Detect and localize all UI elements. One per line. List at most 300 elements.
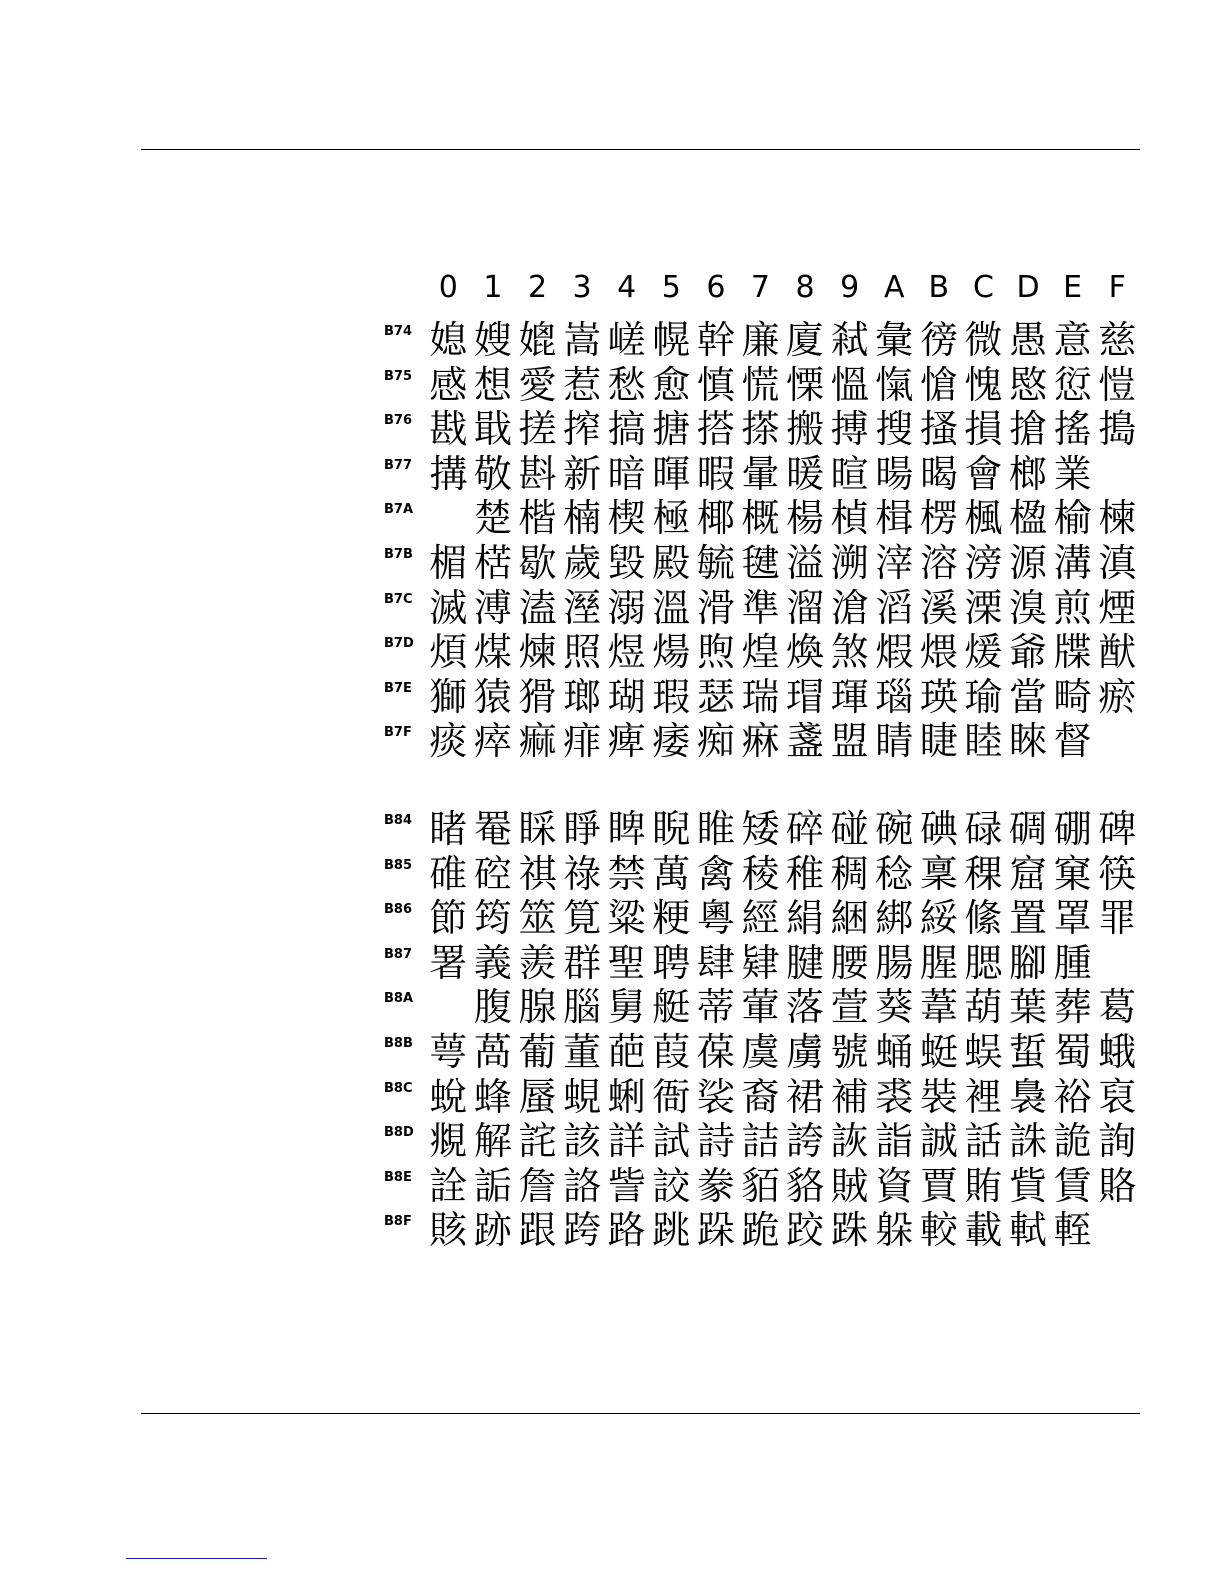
char-cell: 愈	[652, 362, 691, 407]
char-cell: 痳	[741, 719, 780, 764]
row-cells	[426, 985, 1140, 1030]
row-code: B85	[384, 857, 412, 873]
char-cell: 綁	[875, 896, 914, 941]
char-cell: 虞	[741, 1029, 780, 1074]
char-cell: 毀	[607, 540, 646, 585]
char-cell: 會	[964, 451, 1003, 496]
char-cell: 祺	[518, 851, 557, 896]
char-cell: 葬	[1053, 985, 1092, 1030]
char-cell: 暄	[830, 451, 869, 496]
char-cell: 該	[563, 1119, 602, 1164]
char-cell	[426, 496, 471, 541]
row-code: B87	[384, 946, 412, 962]
char-cell: 誅	[1009, 1119, 1048, 1164]
char-cell: 殿	[652, 540, 691, 585]
char-cell: 賈	[919, 1163, 958, 1208]
char-cell: 罨	[473, 807, 512, 851]
char-cell: 聘	[652, 940, 691, 985]
char-cell: 滓	[875, 540, 914, 585]
char-cell: 煉	[518, 630, 557, 675]
char-cell: 搬	[786, 407, 825, 452]
char-cell: 詨	[652, 1163, 691, 1208]
char-cell: 話	[964, 1119, 1003, 1164]
char-cell: 猷	[1098, 630, 1137, 675]
char-cell: 腳	[1009, 940, 1048, 985]
char-cell: 痿	[652, 719, 691, 764]
char-cell: 腫	[1053, 940, 1092, 985]
char-cell: 想	[473, 362, 512, 407]
char-cell: 裟	[696, 1074, 735, 1119]
char-cell: 慄	[786, 362, 825, 407]
char-cell: 溘	[518, 585, 557, 630]
char-cell: 慍	[830, 362, 869, 407]
char-cell: 斟	[518, 451, 557, 496]
char-cell: 葉	[1009, 985, 1048, 1030]
char-cell: 幌	[652, 318, 691, 362]
char-cell: 萵	[473, 1029, 512, 1074]
column-label: F	[1108, 270, 1126, 305]
column-label: 4	[617, 270, 637, 305]
row-cells	[426, 896, 1140, 941]
char-cell: 葷	[741, 985, 780, 1030]
char-cell: 戡	[429, 407, 468, 452]
char-cell: 腱	[786, 940, 825, 985]
char-cell: 溺	[607, 585, 646, 630]
char-cell: 肄	[741, 940, 780, 985]
char-cell: 跪	[741, 1208, 780, 1253]
char-cell: 溝	[1053, 540, 1092, 585]
char-cell: 蜃	[518, 1074, 557, 1119]
char-cell: 衙	[652, 1074, 691, 1119]
char-cell: 嵯	[607, 318, 646, 362]
char-cell: 煩	[429, 630, 468, 675]
char-cell: 楞	[919, 496, 958, 541]
char-cell: 窠	[1053, 851, 1092, 896]
char-cell: 搽	[741, 407, 780, 452]
char-cell: 愁	[607, 362, 646, 407]
char-cell: 葵	[875, 985, 914, 1030]
row-cells	[426, 807, 1140, 852]
char-cell: 徬	[919, 318, 958, 362]
char-cell: 搞	[607, 407, 646, 452]
char-cell: 裝	[919, 1074, 958, 1119]
char-cell: 筮	[518, 896, 557, 941]
column-label: 8	[795, 270, 815, 305]
char-cell: 葡	[518, 1029, 557, 1074]
char-cell: 愴	[919, 362, 958, 407]
char-cell: 瘀	[1098, 674, 1137, 719]
char-cell: 煥	[786, 630, 825, 675]
char-cell: 蜂	[473, 1074, 512, 1119]
char-cell: 試	[652, 1119, 691, 1164]
char-cell: 幹	[696, 318, 735, 362]
char-cell: 解	[473, 1119, 512, 1164]
row-cells	[426, 452, 1140, 497]
char-cell: 琿	[830, 674, 869, 719]
char-cell: 慈	[1098, 318, 1137, 362]
char-cell: 覜	[429, 1119, 468, 1164]
char-cell: 誇	[786, 1119, 825, 1164]
char-cell: 裊	[1009, 1074, 1048, 1119]
char-cell: 裘	[875, 1074, 914, 1119]
row-cells	[426, 1119, 1140, 1164]
char-cell: 碉	[1009, 807, 1048, 851]
char-cell: 詻	[563, 1163, 602, 1208]
row-cells	[426, 586, 1140, 631]
char-cell: 腰	[830, 940, 869, 985]
char-cell: 搏	[830, 407, 869, 452]
char-cell: 羨	[518, 940, 557, 985]
char-cell: 蛾	[1098, 1029, 1137, 1074]
char-cell: 節	[429, 896, 468, 941]
row-code: B84	[384, 813, 412, 828]
char-cell: 煖	[964, 630, 1003, 675]
char-cell: 睥	[607, 807, 646, 851]
char-cell: 弒	[830, 318, 869, 362]
char-cell: 爺	[1009, 630, 1048, 675]
char-cell: 愆	[1053, 362, 1092, 407]
char-cell: 滑	[696, 585, 735, 630]
char-cell: 煬	[652, 630, 691, 675]
char-cell: 廈	[786, 318, 825, 362]
char-cell: 詮	[429, 1163, 468, 1208]
char-cell: 煨	[919, 630, 958, 675]
char-cell: 詭	[1053, 1119, 1092, 1164]
char-cell: 睞	[1009, 719, 1048, 764]
char-cell: 落	[786, 985, 825, 1030]
char-cell: 溯	[830, 540, 869, 585]
row-cells	[426, 1208, 1140, 1253]
char-cell: 軾	[1009, 1208, 1048, 1253]
char-cell: 跟	[518, 1208, 557, 1253]
char-cell: 跡	[473, 1208, 512, 1253]
char-cell: 楚	[473, 496, 512, 541]
char-cell: 腥	[919, 940, 958, 985]
char-cell: 溪	[919, 585, 958, 630]
char-cell: 碑	[1098, 807, 1137, 851]
char-cell: 榆	[1053, 496, 1092, 541]
char-cell: 睜	[563, 807, 602, 851]
char-cell: 葆	[696, 1029, 735, 1074]
char-cell: 睬	[518, 807, 557, 851]
row-cells	[426, 318, 1140, 363]
char-cell: 葦	[919, 985, 958, 1030]
char-cell: 睫	[919, 719, 958, 764]
char-cell: 獅	[429, 674, 468, 719]
char-cell: 碗	[875, 807, 914, 851]
char-cell: 瑚	[607, 674, 646, 719]
char-cell: 葛	[1098, 985, 1137, 1030]
char-cell: 窟	[1009, 851, 1048, 896]
row-code: B8B	[384, 1035, 413, 1051]
row-cells	[426, 1075, 1140, 1120]
char-cell: 跤	[786, 1208, 825, 1253]
char-cell: 盟	[830, 719, 869, 764]
char-cell: 媳	[429, 318, 468, 362]
char-cell: 愧	[964, 362, 1003, 407]
char-cell: 蜆	[563, 1074, 602, 1119]
char-cell: 瑞	[741, 674, 780, 719]
row-code: B7D	[384, 636, 414, 652]
char-cell: 嫂	[473, 318, 512, 362]
char-cell	[426, 985, 471, 1030]
char-cell: 萱	[830, 985, 869, 1030]
column-header	[426, 268, 1140, 308]
row-cells	[426, 541, 1140, 586]
char-cell: 溜	[786, 585, 825, 630]
char-cell: 滄	[830, 585, 869, 630]
char-cell: 煙	[1098, 585, 1137, 630]
char-cell: 搆	[429, 451, 468, 496]
char-cell: 筷	[1098, 851, 1137, 896]
char-cell: 碎	[786, 807, 825, 851]
char-cell: 腮	[964, 940, 1003, 985]
row-code: B74	[384, 324, 412, 339]
char-cell: 照	[563, 630, 602, 675]
char-cell: 瘁	[473, 719, 512, 764]
char-cell: 瑟	[696, 674, 735, 719]
char-cell: 蒂	[696, 985, 735, 1030]
char-cell: 煎	[1053, 585, 1092, 630]
char-cell: 搶	[1009, 407, 1048, 452]
char-cell: 睨	[652, 807, 691, 851]
char-cell: 綑	[830, 896, 869, 941]
row-cells	[426, 719, 1140, 764]
char-cell: 暉	[652, 451, 691, 496]
char-cell: 痱	[563, 719, 602, 764]
char-cell: 暗	[607, 451, 646, 496]
char-cell: 搾	[563, 407, 602, 452]
char-cell: 蜀	[1053, 1029, 1092, 1074]
char-cell	[1095, 719, 1140, 764]
char-cell: 稔	[875, 851, 914, 896]
char-cell: 慌	[741, 362, 780, 407]
char-cell: 禽	[696, 851, 735, 896]
row-code: B7B	[384, 546, 413, 562]
char-cell: 源	[1009, 540, 1048, 585]
row-cells	[426, 675, 1140, 720]
char-cell: 裕	[1053, 1074, 1092, 1119]
char-cell: 煜	[607, 630, 646, 675]
char-cell: 畸	[1053, 674, 1092, 719]
char-cell: 詰	[741, 1119, 780, 1164]
row-cells	[426, 407, 1140, 452]
char-cell: 蛻	[429, 1074, 468, 1119]
char-cell: 跺	[696, 1208, 735, 1253]
char-cell: 蜓	[919, 1029, 958, 1074]
char-cell: 楔	[607, 496, 646, 541]
char-cell: 賊	[830, 1163, 869, 1208]
row-code: B8F	[384, 1214, 412, 1230]
char-cell: 碓	[429, 851, 468, 896]
char-cell: 溧	[964, 585, 1003, 630]
char-cell: 路	[607, 1208, 646, 1253]
char-cell: 愚	[1009, 318, 1048, 362]
char-cell: 搓	[518, 407, 557, 452]
char-cell: 詫	[518, 1119, 557, 1164]
char-cell: 猿	[473, 674, 512, 719]
char-cell: 煆	[875, 630, 914, 675]
char-cell: 溥	[473, 585, 512, 630]
char-cell: 滂	[964, 540, 1003, 585]
char-cell: 楣	[429, 540, 468, 585]
char-cell: 祿	[563, 851, 602, 896]
char-cell: 楛	[473, 540, 512, 585]
char-cell: 碘	[919, 807, 958, 851]
char-cell: 賂	[1098, 1163, 1137, 1208]
char-cell: 敬	[473, 451, 512, 496]
char-cell: 楠	[563, 496, 602, 541]
char-cell: 蜇	[1009, 1029, 1048, 1074]
char-cell: 群	[563, 940, 602, 985]
char-cell: 煞	[830, 630, 869, 675]
char-cell: 督	[1053, 719, 1092, 764]
char-cell: 裔	[741, 1074, 780, 1119]
char-cell: 滔	[875, 585, 914, 630]
char-cell: 硿	[473, 851, 512, 896]
char-cell: 豢	[696, 1163, 735, 1208]
char-cell: 詼	[830, 1119, 869, 1164]
column-label: 6	[706, 270, 726, 305]
char-cell: 賄	[964, 1163, 1003, 1208]
column-label: B	[928, 270, 950, 305]
char-cell: 猾	[518, 674, 557, 719]
row-code: B86	[384, 902, 412, 918]
char-cell: 搜	[875, 407, 914, 452]
char-cell: 損	[964, 407, 1003, 452]
char-cell: 毽	[741, 540, 780, 585]
char-cell: 蛹	[875, 1029, 914, 1074]
char-cell: 裒	[1098, 1074, 1137, 1119]
char-cell: 稠	[830, 851, 869, 896]
char-cell: 稜	[741, 851, 780, 896]
char-cell: 賅	[429, 1208, 468, 1253]
column-label: 0	[438, 270, 458, 305]
char-cell: 載	[964, 1208, 1003, 1253]
footer-link-underline	[126, 1558, 267, 1559]
char-cell: 貉	[786, 1163, 825, 1208]
char-cell: 廉	[741, 318, 780, 362]
char-cell: 榔	[1009, 451, 1048, 496]
column-label: 9	[840, 270, 860, 305]
char-cell: 盞	[786, 719, 825, 764]
char-cell: 絛	[964, 896, 1003, 941]
char-cell: 腺	[518, 985, 557, 1030]
char-cell: 粱	[607, 896, 646, 941]
char-cell: 詢	[1098, 1119, 1137, 1164]
char-cell: 溢	[786, 540, 825, 585]
char-cell: 號	[830, 1029, 869, 1074]
char-cell: 瑯	[563, 674, 602, 719]
char-cell: 葫	[964, 985, 1003, 1030]
char-cell: 罩	[1053, 896, 1092, 941]
char-cell: 肆	[696, 940, 735, 985]
char-cell: 葭	[652, 1029, 691, 1074]
char-cell: 稚	[786, 851, 825, 896]
char-cell: 訾	[607, 1163, 646, 1208]
char-cell: 睛	[875, 719, 914, 764]
char-cell: 痰	[429, 719, 468, 764]
char-cell: 綏	[919, 896, 958, 941]
char-cell: 腹	[473, 985, 512, 1030]
char-cell: 惹	[563, 362, 602, 407]
char-cell: 聖	[607, 940, 646, 985]
char-cell: 虜	[786, 1029, 825, 1074]
char-cell: 罪	[1098, 896, 1137, 941]
char-cell: 筧	[563, 896, 602, 941]
char-cell: 微	[964, 318, 1003, 362]
char-cell: 慎	[696, 362, 735, 407]
char-cell: 概	[741, 496, 780, 541]
char-cell: 禁	[607, 851, 646, 896]
char-cell: 詣	[875, 1119, 914, 1164]
char-cell: 歲	[563, 540, 602, 585]
char-cell: 舅	[607, 985, 646, 1030]
char-cell: 碰	[830, 807, 869, 851]
char-cell: 煤	[473, 630, 512, 675]
column-label: E	[1063, 270, 1083, 305]
column-label: 7	[750, 270, 770, 305]
char-cell: 楫	[875, 496, 914, 541]
char-cell: 溶	[919, 540, 958, 585]
char-cell: 筠	[473, 896, 512, 941]
char-cell: 暖	[786, 451, 825, 496]
column-label: A	[883, 270, 905, 305]
char-cell: 萬	[652, 851, 691, 896]
column-label: D	[1016, 270, 1040, 305]
char-cell: 硼	[1053, 807, 1092, 851]
char-cell: 痴	[696, 719, 735, 764]
column-label: 1	[483, 270, 503, 305]
char-cell: 葩	[607, 1029, 646, 1074]
char-cell: 稟	[919, 851, 958, 896]
char-cell: 搗	[1098, 407, 1137, 452]
char-cell: 裙	[786, 1074, 825, 1119]
char-cell: 感	[429, 362, 468, 407]
char-cell: 蜊	[607, 1074, 646, 1119]
row-code: B7E	[384, 680, 412, 696]
char-cell: 新	[563, 451, 602, 496]
char-cell: 愷	[1098, 362, 1137, 407]
char-cell: 溫	[652, 585, 691, 630]
char-cell: 粵	[696, 896, 735, 941]
char-cell: 署	[429, 940, 468, 985]
char-cell: 暘	[875, 451, 914, 496]
char-cell: 意	[1053, 318, 1092, 362]
char-cell: 跦	[830, 1208, 869, 1253]
char-cell: 詳	[607, 1119, 646, 1164]
top-rule	[141, 149, 1140, 150]
char-cell: 跳	[652, 1208, 691, 1253]
char-cell: 楨	[830, 496, 869, 541]
char-cell	[1095, 941, 1140, 986]
char-cell: 絹	[786, 896, 825, 941]
char-cell: 暍	[919, 451, 958, 496]
char-cell: 搪	[652, 407, 691, 452]
column-label: 2	[527, 270, 548, 305]
row-cells	[426, 496, 1140, 541]
char-cell: 彙	[875, 318, 914, 362]
char-cell: 楓	[964, 496, 1003, 541]
row-code: B7F	[384, 725, 412, 741]
char-cell: 戢	[473, 407, 512, 452]
char-cell: 貊	[741, 1163, 780, 1208]
char-cell: 溴	[1009, 585, 1048, 630]
char-cell: 詬	[473, 1163, 512, 1208]
char-cell: 資	[875, 1163, 914, 1208]
row-code: B75	[384, 368, 412, 384]
char-cell: 碌	[964, 807, 1003, 851]
